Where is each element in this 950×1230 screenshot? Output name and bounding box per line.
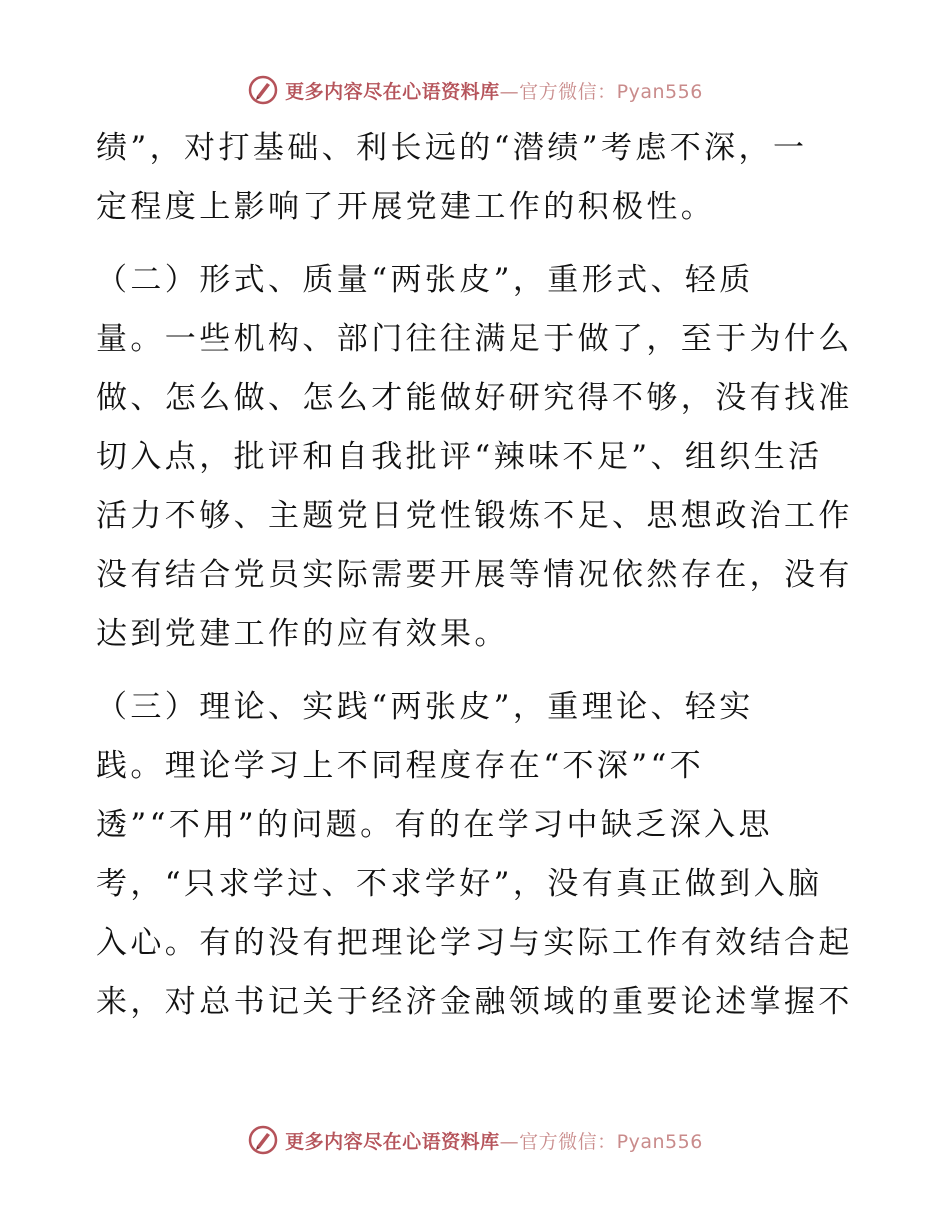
section-heading-line: （三）理论、实践“两张皮”，重理论、轻实 xyxy=(96,689,754,725)
text-line: 入心。有的没有把理论学习与实际工作有效结合起 xyxy=(96,925,853,961)
text-line: 量。一些机构、部门往往满足于做了，至于为什么 xyxy=(96,321,853,357)
pen-logo-icon xyxy=(247,74,279,106)
footer-watermark-text xyxy=(285,1127,703,1154)
text-line: 透”“不用”的问题。有的在学习中缺乏深入思 xyxy=(96,807,773,843)
header-brand: 更多内容尽在心语资料库 xyxy=(285,80,500,103)
text-line: 切入点，批评和自我批评“辣味不足”、组织生活 xyxy=(96,439,823,475)
text-line: 定程度上影响了开展党建工作的积极性。 xyxy=(96,189,716,225)
footer-watermark xyxy=(0,1120,950,1160)
footer-contact: —官方微信：Pyan556 xyxy=(499,1130,703,1153)
text-line: 践。理论学习上不同程度存在“不深”“不 xyxy=(96,748,705,784)
text-line: 考，“只求学过、不求学好”，没有真正做到入脑 xyxy=(96,866,823,902)
text-line: 活力不够、主题党日党性锻炼不足、思想政治工作 xyxy=(96,498,853,534)
document-body xyxy=(96,119,856,1032)
text-line: 没有结合党员实际需要开展等情况依然存在，没有 xyxy=(96,557,853,593)
paragraph-1 xyxy=(96,119,856,237)
header-contact: —官方微信：Pyan556 xyxy=(499,80,703,103)
header-watermark-text xyxy=(285,77,703,104)
pen-logo-icon xyxy=(247,1124,279,1156)
text-line: 达到党建工作的应有效果。 xyxy=(96,616,509,652)
text-line: 来，对总书记关于经济金融领域的重要论述掌握不 xyxy=(96,984,853,1020)
section-heading-line: （二）形式、质量“两张皮”，重形式、轻质 xyxy=(96,262,754,298)
text-line: 绩”，对打基础、利长远的“潜绩”考虑不深，一 xyxy=(96,130,808,166)
paragraph-2 xyxy=(96,251,856,664)
footer-brand: 更多内容尽在心语资料库 xyxy=(285,1130,500,1153)
header-watermark xyxy=(0,70,950,110)
text-line: 做、怎么做、怎么才能做好研究得不够，没有找准 xyxy=(96,380,853,416)
paragraph-3 xyxy=(96,678,856,1032)
